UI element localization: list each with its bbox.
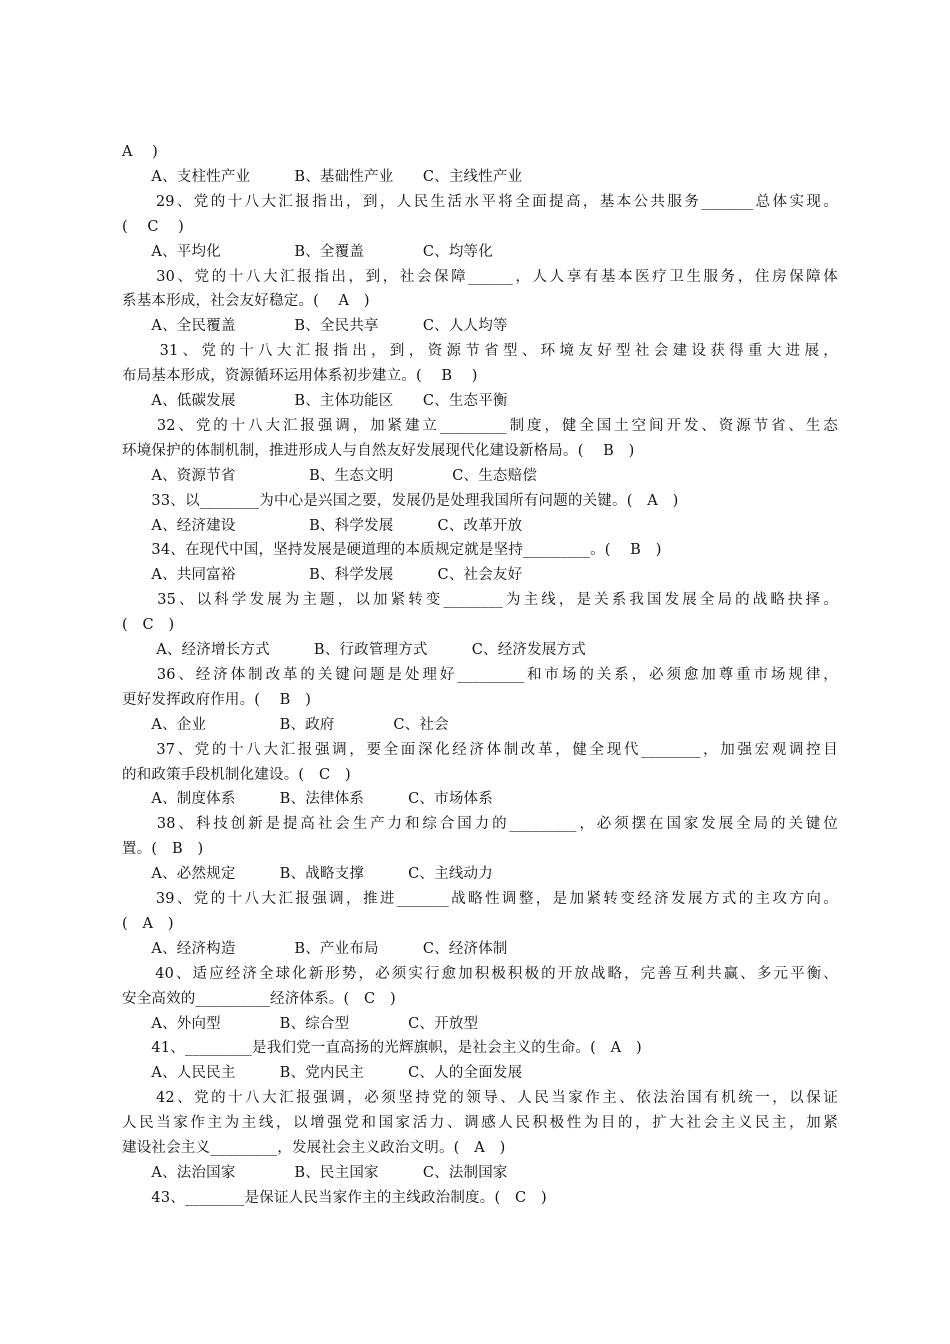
- text-line: 38、科技创新是提高社会生产力和综合国力的_________，必须摆在国家发展全局的关键位: [122, 816, 838, 833]
- text-line: A、平均化 B、全覆盖 C、均等化: [122, 243, 493, 260]
- text-line: A、资源节省 B、生态文明 C、生态赔偿: [122, 467, 538, 484]
- text-line: ( A ): [122, 915, 174, 932]
- text-line: 36、经济体制改革的关键问题是处理好_________和市场的关系，必须愈加尊重市场规律，: [122, 666, 838, 683]
- text-line: A、必然规定 B、战略支撑 C、主线动力: [122, 866, 493, 883]
- text-line: A ): [122, 144, 159, 160]
- text-line: 43、________是保证人民当家作主的主线政治制度。( C ): [122, 1189, 547, 1206]
- text-line: A、全民覆盖 B、全民共享 C、人人均等: [122, 318, 508, 335]
- text-line: ( C ): [122, 617, 175, 634]
- text-line: ( C ): [122, 218, 185, 235]
- text-line: A、低碳发展 B、主体功能区 C、生态平衡: [122, 393, 508, 409]
- text-line: 环境保护的体制机制，推进形成人与自然友好发展现代化建设新格局。( B ): [122, 442, 635, 459]
- text-line: 34、在现代中国，坚持发展是硬道理的本质规定就是坚持_________。( B ): [122, 542, 662, 559]
- text-line: 布局基本形成，资源循环运用体系初步建立。( B ): [122, 368, 478, 385]
- text-line: 人民当家作主为主线，以增强党和国家活力、调感人民积极性为目的，扩大社会主义民主，加紧: [122, 1115, 838, 1132]
- text-line: 安全高效的__________经济体系。( C ): [122, 990, 396, 1007]
- text-line: 32、党的十八大汇报强调，加紧建立_________制度，健全国土空间开发、资源节省、生态: [122, 417, 838, 434]
- text-line: 建设社会主义_________，发展社会主义政治文明。( A ): [122, 1140, 506, 1156]
- text-line: 31、党的十八大汇报指出，到，资源节省型、环境友好型社会建设获得重大进展，: [122, 343, 838, 360]
- text-line: 更好发挥政府作用。( B ): [122, 691, 312, 708]
- text-line: A、经济建设 B、科学发展 C、改革开放: [122, 517, 523, 534]
- text-line: A、经济增长方式 B、行政管理方式 C、经济发展方式: [122, 642, 586, 658]
- text-line: A、人民民主 B、党内民主 C、人的全面发展: [122, 1065, 523, 1082]
- text-line: 29、党的十八大汇报指出，到，人民生活水平将全面提高，基本公共服务_______总体实现。: [122, 193, 838, 210]
- text-line: 的和政策手段机制化建设。( C ): [122, 766, 351, 783]
- text-line: 41、_________是我们党一直高扬的光辉旗帜，是社会主义的生命。( A ): [122, 1040, 642, 1057]
- text-line: 37、党的十八大汇报强调，要全面深化经济体制改革，健全现代________，加强宏观调控目: [122, 741, 838, 758]
- text-line: A、企业 B、政府 C、社会: [122, 716, 449, 733]
- text-line: 30、党的十八大汇报指出，到，社会保障______，人人享有基本医疗卫生服务，住房保障体: [122, 268, 838, 285]
- text-line: 42、党的十八大汇报强调，必须坚持党的领导、人民当家作主、依法治国有机统一，以保证: [122, 1090, 838, 1107]
- text-line: 39、党的十八大汇报强调，推进_______战略性调整，是加紧转变经济发展方式的主攻方向。: [122, 891, 838, 907]
- text-line: A、法治国家 B、民主国家 C、法制国家: [122, 1164, 508, 1181]
- text-line: A、制度体系 B、法律体系 C、市场体系: [122, 791, 493, 808]
- text-line: A、外向型 B、综合型 C、开放型: [122, 1015, 479, 1032]
- text-line: A、共同富裕 B、科学发展 C、社会友好: [122, 567, 523, 584]
- text-line: 33、以________为中心是兴国之要，发展仍是处理我国所有问题的关键。( A ): [122, 492, 679, 509]
- text-line: 40、适应经济全球化新形势，必须实行愈加积极积极的开放战略，完善互利共赢、多元平衡、: [122, 965, 838, 982]
- text-line: 35、以科学发展为主题，以加紧转变________为主线，是关系我国发展全局的战略抉择。: [122, 592, 838, 609]
- text-line: A、经济构造 B、产业布局 C、经济体制: [122, 940, 508, 957]
- text-line: 置。( B ): [122, 841, 204, 858]
- text-line: A、支柱性产业 B、基础性产业 C、主线性产业: [122, 168, 523, 185]
- text-line: 系基本形成，社会友好稳定。( A ): [122, 293, 370, 310]
